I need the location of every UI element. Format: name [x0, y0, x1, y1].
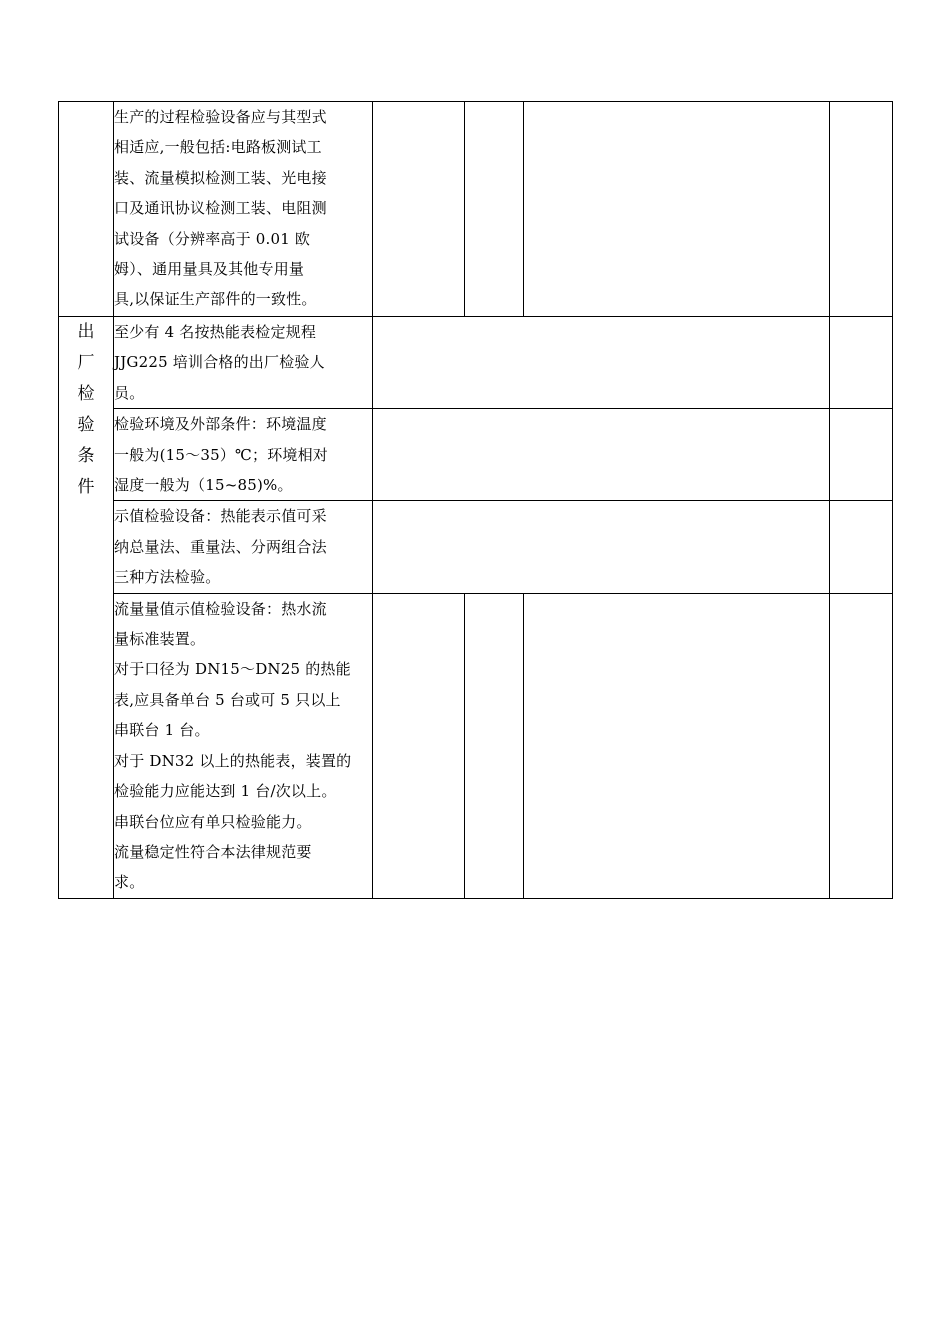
table-row-flow-equipment	[59, 593, 893, 898]
blank-cell	[830, 317, 893, 409]
category-char: 厂	[77, 353, 95, 373]
requirement-line: 量标准装置。	[114, 630, 206, 649]
blank-cell	[465, 593, 524, 898]
blank-cell	[524, 102, 830, 317]
requirement-line: 对于 DN32 以上的热能表，装置的	[114, 751, 352, 770]
requirement-line: 求。	[114, 873, 145, 892]
requirement-line: 示值检验设备：热能表示值可采	[114, 507, 327, 526]
requirement-line: 试设备（分辨率高于 0.01 欧	[114, 229, 311, 248]
requirement-cell-environment	[114, 409, 373, 501]
requirement-line: 至少有 4 名按热能表检定规程	[114, 323, 317, 341]
requirement-line: 装、流量模拟检测工装、光电接	[114, 168, 327, 187]
requirement-line: 串联台 1 台。	[114, 721, 210, 740]
requirement-line: 纳总量法、重量法、分两组合法	[114, 537, 327, 556]
category-char: 检	[77, 384, 95, 404]
blank-cell	[373, 102, 465, 317]
requirement-line: 姆）、通用量具及其他专用量	[114, 260, 305, 279]
blank-cell	[830, 409, 893, 501]
requirement-line: 流量稳定性符合本法律规范要	[114, 842, 312, 861]
category-char: 出	[77, 322, 95, 342]
category-char: 验	[77, 415, 95, 435]
table-row-process-equipment	[59, 102, 893, 317]
blank-cell	[373, 501, 830, 593]
requirement-line: 串联台位应有单只检验能力。	[114, 812, 312, 831]
category-char: 件	[77, 477, 95, 497]
requirement-line: 口及通讯协议检测工装、电阻测	[114, 199, 327, 218]
requirement-line: 检验环境及外部条件：环境温度	[114, 415, 327, 434]
requirement-line: 表,应具备单台 5 台或可 5 只以上	[114, 690, 341, 709]
table-row-environment	[59, 409, 893, 501]
requirement-line: 生产的过程检验设备应与其型式	[114, 108, 327, 126]
requirement-line: 湿度一般为（15~85)%。	[114, 476, 293, 495]
blank-cell	[373, 593, 465, 898]
blank-cell	[830, 102, 893, 317]
blank-cell	[830, 593, 893, 898]
requirements-table	[58, 101, 893, 899]
table-row-inspectors	[59, 317, 893, 409]
requirement-line: 三种方法检验。	[114, 568, 221, 587]
table-row-indication-equipment	[59, 501, 893, 593]
requirement-line: 员。	[114, 383, 145, 402]
requirement-line: 具,以保证生产部件的一致性。	[114, 290, 317, 309]
category-char: 条	[77, 446, 95, 466]
requirement-cell-process-equipment	[114, 102, 373, 317]
requirement-line: 相适应,一般包括:电路板测试工	[114, 138, 322, 157]
blank-cell	[373, 409, 830, 501]
requirement-line: 检验能力应能达到 1 台/次以上。	[114, 782, 337, 801]
requirement-line: 一般为(15～35）℃；环境相对	[114, 445, 329, 464]
blank-cell	[830, 501, 893, 593]
requirement-line: JJG225 培训合格的出厂检验人	[114, 353, 325, 372]
requirement-cell-flow-equipment	[114, 593, 373, 898]
category-cell-factory-inspection	[59, 317, 114, 899]
category-cell-empty	[59, 102, 114, 317]
requirement-line: 对于口径为 DN15～DN25 的热能	[114, 660, 351, 679]
blank-cell	[524, 593, 830, 898]
requirement-cell-indication-equipment	[114, 501, 373, 593]
requirement-cell-inspectors	[114, 317, 373, 409]
requirement-line: 流量量值示值检验设备：热水流	[114, 599, 327, 618]
blank-cell	[465, 102, 524, 317]
blank-cell	[373, 317, 830, 409]
